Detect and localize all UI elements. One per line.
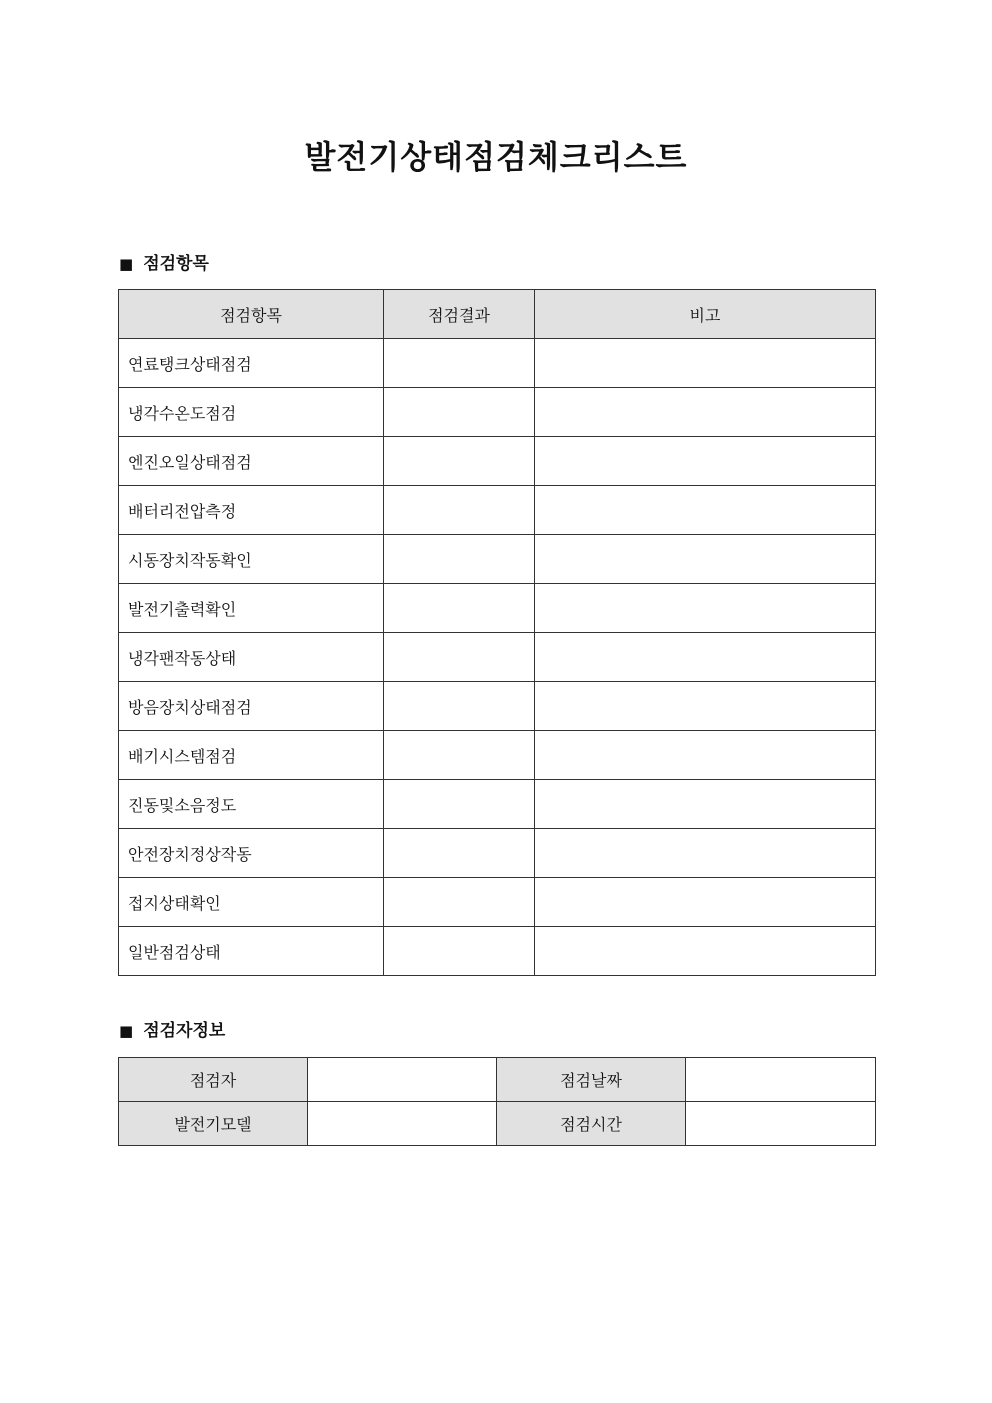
table-row	[119, 339, 876, 388]
table-row	[119, 584, 876, 633]
table-row	[119, 1102, 876, 1146]
note-cell[interactable]	[535, 486, 876, 535]
table-row	[119, 878, 876, 927]
page-title: 발전기상태점검체크리스트	[304, 138, 688, 176]
note-cell[interactable]	[535, 682, 876, 731]
table-row	[119, 1058, 876, 1102]
table-row	[119, 731, 876, 780]
check-item-label: 냉각수온도점검	[119, 388, 384, 437]
inspector-label: 점검자	[119, 1058, 308, 1102]
table-row	[119, 682, 876, 731]
section-heading-inspector-info	[119, 1019, 225, 1043]
inspection-date-value[interactable]	[686, 1058, 876, 1102]
note-cell[interactable]	[535, 780, 876, 829]
square-bullet-icon: ■	[119, 255, 134, 273]
checklist-table	[118, 289, 876, 976]
inspection-date-label: 점검날짜	[497, 1058, 686, 1102]
check-item-label: 일반점검상태	[119, 927, 384, 976]
result-cell[interactable]	[384, 927, 535, 976]
note-cell[interactable]	[535, 388, 876, 437]
check-item-label: 접지상태확인	[119, 878, 384, 927]
result-cell[interactable]	[384, 878, 535, 927]
result-cell[interactable]	[384, 535, 535, 584]
inspection-time-label: 점검시간	[497, 1102, 686, 1146]
result-cell[interactable]	[384, 780, 535, 829]
checklist-header-row	[119, 290, 876, 339]
inspector-value[interactable]	[308, 1058, 497, 1102]
note-cell[interactable]	[535, 878, 876, 927]
table-row	[119, 829, 876, 878]
column-header-result: 점검결과	[384, 290, 535, 339]
check-item-label: 냉각팬작동상태	[119, 633, 384, 682]
table-row	[119, 437, 876, 486]
result-cell[interactable]	[384, 829, 535, 878]
table-row	[119, 535, 876, 584]
square-bullet-icon: ■	[119, 1022, 134, 1040]
note-cell[interactable]	[535, 535, 876, 584]
result-cell[interactable]	[384, 486, 535, 535]
note-cell[interactable]	[535, 437, 876, 486]
table-row	[119, 780, 876, 829]
section-heading-label: 점검자정보	[143, 1021, 226, 1041]
table-row	[119, 633, 876, 682]
result-cell[interactable]	[384, 682, 535, 731]
result-cell[interactable]	[384, 388, 535, 437]
table-row	[119, 486, 876, 535]
result-cell[interactable]	[384, 437, 535, 486]
check-item-label: 진동및소음정도	[119, 780, 384, 829]
inspector-info-table	[118, 1057, 876, 1146]
inspection-time-value[interactable]	[686, 1102, 876, 1146]
check-item-label: 시동장치작동확인	[119, 535, 384, 584]
note-cell[interactable]	[535, 927, 876, 976]
check-item-label: 발전기출력확인	[119, 584, 384, 633]
note-cell[interactable]	[535, 339, 876, 388]
check-item-label: 안전장치정상작동	[119, 829, 384, 878]
section-heading-check-items	[119, 252, 209, 276]
generator-model-label: 발전기모델	[119, 1102, 308, 1146]
column-header-note: 비고	[535, 290, 876, 339]
note-cell[interactable]	[535, 584, 876, 633]
check-item-label: 방음장치상태점검	[119, 682, 384, 731]
section-heading-label: 점검항목	[143, 254, 209, 274]
note-cell[interactable]	[535, 633, 876, 682]
check-item-label: 배기시스템점검	[119, 731, 384, 780]
result-cell[interactable]	[384, 584, 535, 633]
check-item-label: 배터리전압측정	[119, 486, 384, 535]
result-cell[interactable]	[384, 633, 535, 682]
table-row	[119, 927, 876, 976]
result-cell[interactable]	[384, 339, 535, 388]
note-cell[interactable]	[535, 731, 876, 780]
column-header-item: 점검항목	[119, 290, 384, 339]
note-cell[interactable]	[535, 829, 876, 878]
check-item-label: 연료탱크상태점검	[119, 339, 384, 388]
result-cell[interactable]	[384, 731, 535, 780]
check-item-label: 엔진오일상태점검	[119, 437, 384, 486]
generator-model-value[interactable]	[308, 1102, 497, 1146]
table-row	[119, 388, 876, 437]
